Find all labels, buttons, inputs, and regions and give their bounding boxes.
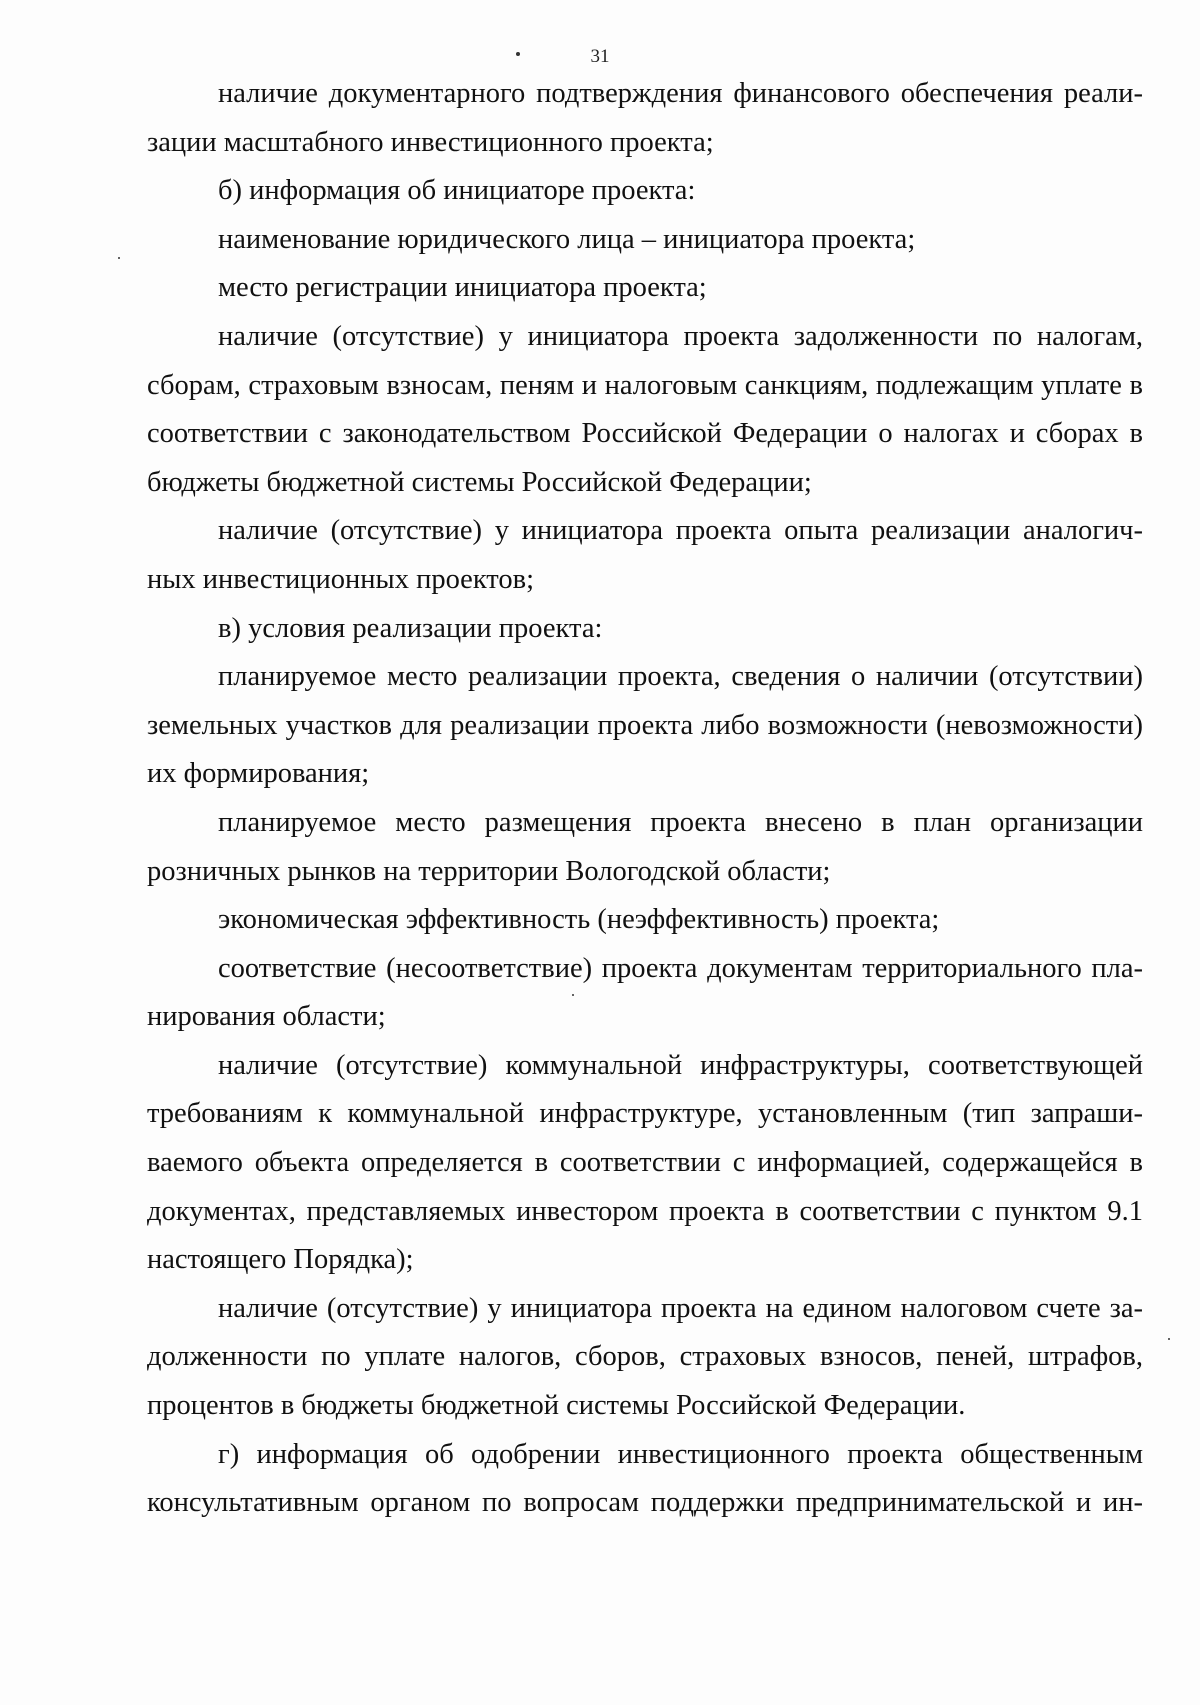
scan-speck — [118, 257, 120, 259]
paragraph: наличие (отсутствие) у инициатора проекта опыта реализации аналогич-ных инвестиционных проектов; — [147, 515, 1143, 595]
paragraph: место регистрации инициатора проекта; — [218, 272, 707, 304]
paragraph: экономическая эффективность (неэффективность) проекта; — [218, 904, 940, 936]
page-number: 31 — [590, 46, 610, 67]
paragraph: наличие (отсутствие) коммунальной инфраструктуры, соответствующей требованиям к коммунальной инфраструктуре, установленным (тип запраши-ваемого объекта определяется в соответствии с информацией, содержащейся в документах, представляемых инвестором проекта в соответствии с пунктом 9.1 настоящего Порядка); — [147, 1049, 1143, 1276]
paragraph: б) информация об инициаторе проекта: — [218, 175, 696, 207]
scan-speck — [1168, 1338, 1170, 1340]
paragraph: наличие документарного подтверждения финансового обеспечения реали-зации масштабного инвестиционного проекта; — [147, 78, 1143, 158]
paragraph: наличие (отсутствие) у инициатора проекта на едином налоговом счете за-долженности по уплате налогов, сборов, страховых взносов, пеней, штрафов, процентов в бюджеты бюджетной системы Российской Федерации. — [147, 1292, 1143, 1422]
document-body — [147, 70, 1143, 1528]
paragraph: наименование юридического лица – инициатора проекта; — [218, 223, 916, 255]
paragraph: в) условия реализации проекта: — [218, 612, 603, 644]
paragraph: соответствие (несоответствие) проекта документам территориального пла-нирования области; — [147, 952, 1143, 1033]
paragraph: наличие (отсутствие) у инициатора проекта задолженности по налогам, сборам, страховым взносам, пеням и налоговым санкциям, подлежащим уплате в соответствии с законодательством Российской Федерации о налогах и сборах в бюджеты бюджетной системы Российской Федерации; — [147, 320, 1143, 498]
paragraph: планируемое место реализации проекта, сведения о наличии (отсутствии) земельных участков для реализации проекта либо возможности (невозможности) их формирования; — [147, 661, 1143, 790]
paragraph: г) информация об одобрении инвестиционного проекта общественным консультативным органом по вопросам поддержки предпринимательской и ин- — [147, 1438, 1143, 1519]
paragraph: планируемое место размещения проекта внесено в план организации розничных рынков на территории Вологодской области; — [147, 806, 1143, 887]
